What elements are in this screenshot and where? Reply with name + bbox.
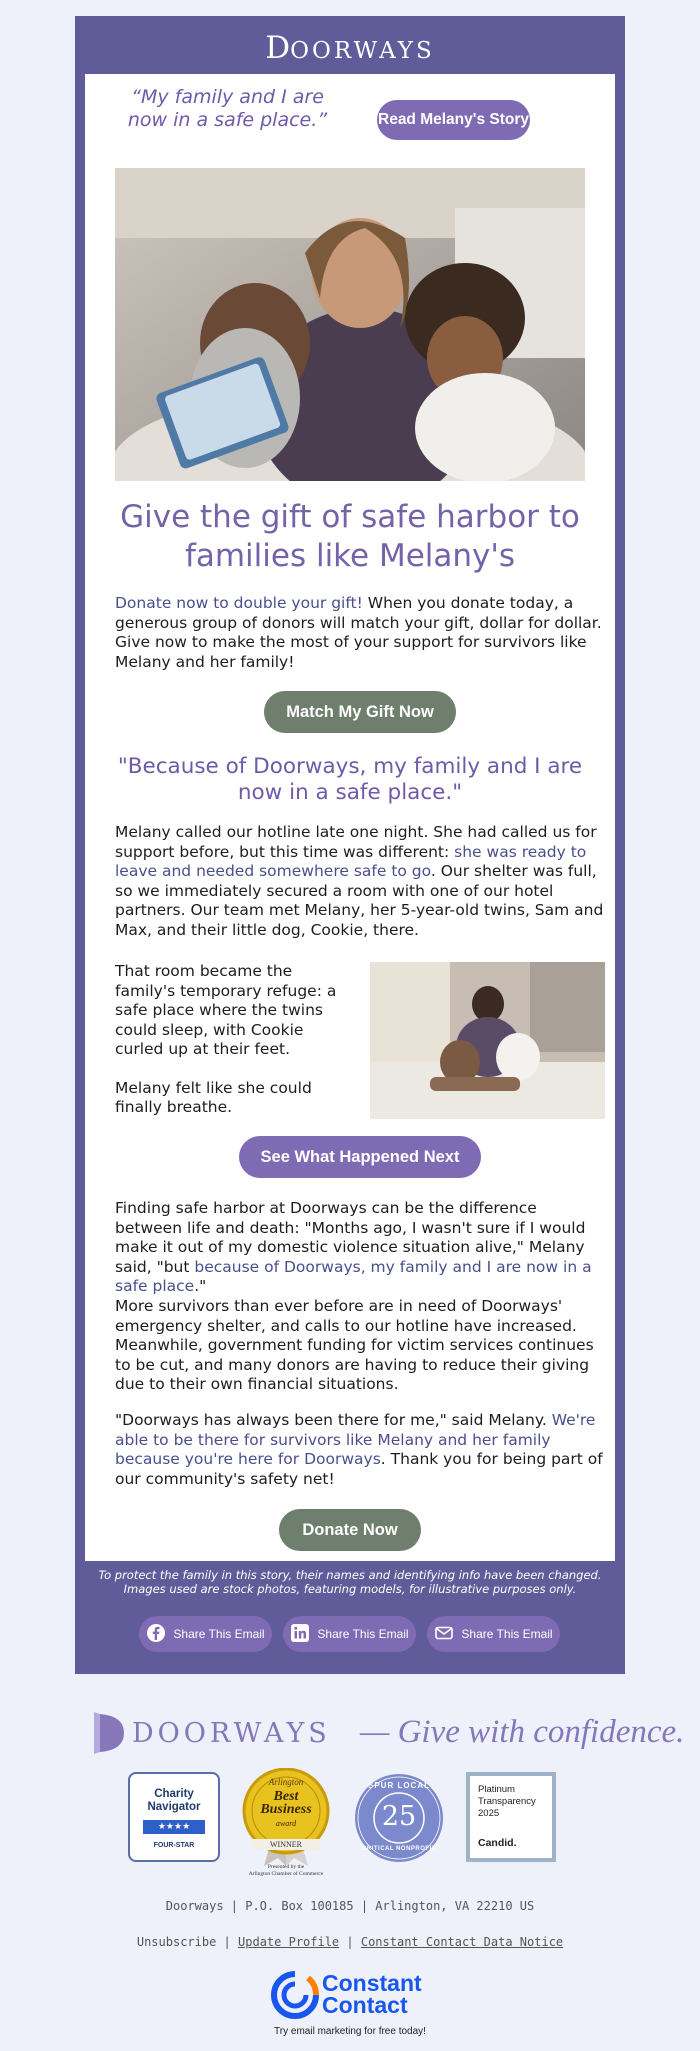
- story-2-text: That room became the family's temporary refuge: a safe place where the twins could sleep, with Cookie curled up at their feet.: [115, 962, 337, 1058]
- constant-contact-logo[interactable]: [270, 1970, 440, 2020]
- candid-year: 2025: [478, 1808, 500, 1819]
- disclaimer-line-2: Images used are stock photos, featuring models, for illustrative purposes only.: [123, 1582, 577, 1596]
- best-business-ribbon: WINNER: [270, 1840, 302, 1849]
- best-business-main-1: Best: [273, 1789, 299, 1804]
- best-business-sub: award: [275, 1819, 297, 1828]
- story-paragraph-5: [115, 1411, 605, 1489]
- hero-quote: “My family and I are now in a safe place.”: [127, 86, 328, 131]
- four-stars-icon: ★★★★: [143, 1820, 205, 1834]
- best-business-main-2: Business: [260, 1802, 312, 1817]
- match-gift-button[interactable]: Match My Gift Now: [264, 691, 456, 733]
- story-3-text-b: .": [194, 1277, 207, 1295]
- story-paragraph-3: [115, 1199, 605, 1297]
- footer-links: [0, 1935, 700, 1949]
- share-email-button[interactable]: [427, 1616, 560, 1652]
- best-business-presented-1: Presented by the: [267, 1864, 305, 1870]
- best-business-top: Arlington: [268, 1777, 304, 1787]
- footer-tagline: — Give with confidence.: [360, 1714, 685, 1750]
- see-what-happened-button[interactable]: See What Happened Next: [239, 1136, 481, 1178]
- story-5-text-b: . Thank you for being part of our community's safety net!: [115, 1450, 603, 1488]
- candid-line-2: Transparency: [478, 1796, 536, 1807]
- candid-transparency-badge[interactable]: [466, 1772, 556, 1862]
- facebook-icon: [146, 1623, 166, 1646]
- footer-address: Doorways | P.O. Box 100185 | Arlington, VA 22210 US: [165, 1899, 535, 1913]
- pull-quote: "Because of Doorways, my family and I are now in a safe place.": [117, 754, 583, 805]
- link-separator: |: [216, 1935, 239, 1949]
- update-profile-link[interactable]: Update Profile: [238, 1935, 340, 1949]
- intro-paragraph: [115, 594, 605, 672]
- story-paragraph-4: More survivors than ever before are in need of Doorways' emergency shelter, and calls to our hotline have increased. Meanwhile, government funding for victim services continues to be cut, and many donors are having to reduce their giving due to their own financial situations.: [115, 1297, 594, 1393]
- unsubscribe-link[interactable]: Unsubscribe: [136, 1935, 217, 1949]
- share-facebook-button[interactable]: [139, 1616, 272, 1652]
- charity-navigator-line-1: Charity: [154, 1788, 194, 1800]
- logo-wordmark: OORWAYS: [290, 38, 435, 64]
- intro-text: When you donate today, a generous group of donors will match your gift, dollar for dollar. Give now to make the most of your support for survivors like Melany and her family!: [115, 594, 602, 671]
- story-3-text-a: Finding safe harbor at Doorways can be the difference between life and death: "Months ago, I wasn't sure if I would make it out of my domestic violence situation alive," Melany said, "but: [115, 1199, 586, 1276]
- constant-contact-swirl-icon: [270, 1970, 320, 2020]
- story-5-highlight: We're able to be there for survivors like Melany and her family because you're here for Doorways: [115, 1411, 596, 1468]
- read-story-button[interactable]: Read Melany's Story: [377, 100, 530, 140]
- data-notice-link[interactable]: Constant Contact Data Notice: [360, 1935, 564, 1949]
- share-linkedin-label: Share This Email: [317, 1627, 409, 1641]
- link-separator: |: [339, 1935, 361, 1949]
- constant-contact-line-1: Constant: [322, 1970, 422, 1996]
- story-2-breathe-text: Melany felt like she could finally breathe.: [115, 1078, 312, 1116]
- constant-contact-line-2: Contact: [322, 1992, 408, 2018]
- footer-logo[interactable]: [90, 1708, 685, 1758]
- footer-logo-wordmark: DOORWAYS: [132, 1718, 331, 1749]
- intro-highlight: Donate now to double your gift!: [115, 594, 363, 612]
- story-1-text-b: . Our shelter was full, so we immediately secured a room with one of our hotel partners. Our team met Melany, her 5-year-old twins, Sam and Max, and their little dog, Cookie, there.: [115, 862, 604, 939]
- email-card: [85, 74, 615, 1561]
- best-business-award-badge[interactable]: [238, 1768, 334, 1883]
- hero-photo-family: [115, 168, 585, 481]
- story-1-highlight: she was ready to leave and needed somewhere safe to go: [115, 842, 587, 880]
- story-3-highlight: because of Doorways, my family and I are now in a safe place: [115, 1257, 592, 1295]
- email-frame: [75, 16, 625, 1674]
- share-linkedin-button[interactable]: [283, 1616, 416, 1652]
- disclaimer: [75, 1568, 625, 1596]
- story-5-text-a: "Doorways has always been there for me," said Melany.: [115, 1411, 552, 1429]
- candid-brand: Candid.: [478, 1837, 517, 1849]
- doorways-logo[interactable]: [75, 30, 625, 66]
- spur-local-arc-bottom: CRITICAL NONPROFIT: [362, 1846, 436, 1852]
- story-1-text-a: Melany called our hotline late one night. She had called us for support before, but this time was different:: [115, 823, 597, 861]
- logo-d-mark: D: [265, 30, 291, 66]
- share-email-label: Share This Email: [461, 1627, 553, 1641]
- best-business-presented-2: Arlington Chamber of Commerce: [248, 1871, 324, 1877]
- email-icon: [434, 1623, 454, 1646]
- bedroom-photo: [370, 962, 605, 1119]
- charity-navigator-badge[interactable]: [128, 1772, 220, 1862]
- share-facebook-label: Share This Email: [173, 1627, 265, 1641]
- constant-contact-tagline[interactable]: Try email marketing for free today!: [274, 2026, 426, 2037]
- spur-local-badge[interactable]: [353, 1772, 445, 1864]
- donate-now-button[interactable]: Donate Now: [279, 1509, 421, 1551]
- main-headline: Give the gift of safe harbor to families like Melany's: [120, 499, 580, 574]
- story-paragraph-1: [115, 823, 605, 940]
- charity-navigator-rating: FOUR-STAR: [153, 1842, 195, 1849]
- spur-local-arc-top: SPUR LOCAL: [368, 1781, 430, 1790]
- charity-navigator-line-2: Navigator: [147, 1801, 201, 1813]
- story-paragraph-2: [115, 962, 355, 1118]
- candid-line-1: Platinum: [478, 1784, 515, 1795]
- spur-local-number: 25: [381, 1801, 417, 1832]
- linkedin-icon: [290, 1623, 310, 1646]
- disclaimer-line-1: To protect the family in this story, their names and identifying info have been changed.: [98, 1568, 602, 1582]
